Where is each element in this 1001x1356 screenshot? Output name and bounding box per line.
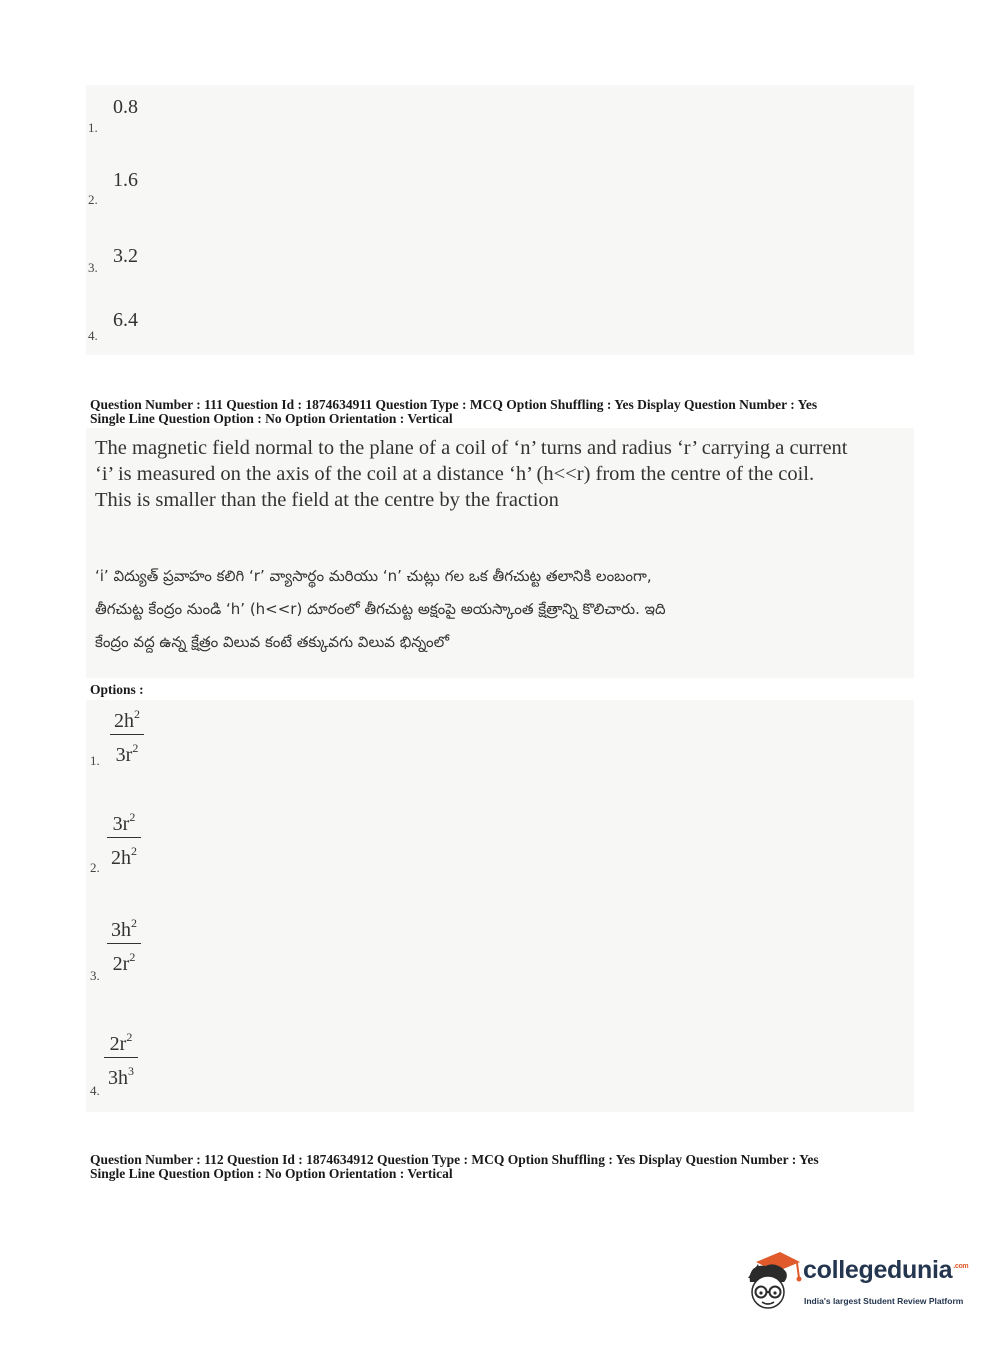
collegedunia-logo[interactable] (742, 1248, 972, 1318)
option-3-fraction (107, 911, 141, 976)
question-text-te-line-3: కేంద్రం వద్ద ఉన్న క్షేత్రం విలువ కంటే తక్కువగు విలువ భిన్నంలో (95, 633, 450, 651)
option-1-fraction (110, 702, 144, 767)
option-4-number: 4. (90, 1083, 100, 1098)
option-value: 1.6 (113, 169, 138, 191)
option-number: 3. (88, 260, 98, 275)
option-value: 0.8 (113, 96, 138, 118)
student-mascot-icon (742, 1248, 804, 1318)
option-value: 3.2 (113, 245, 138, 267)
fraction-denominator: $3r^2$ (115, 741, 139, 766)
question-text-te-line-2: తీగచుట్ట కేంద్రం నుండి ‘h’ (h<<r) దూరంలో తీగచుట్ట అక్షంపై అయస్కాంత క్షేత్రాన్ని కొలిచారు. ఇది (95, 600, 666, 618)
fraction-numerator: $2r^2$ (109, 1030, 133, 1055)
option-number: 1. (88, 120, 98, 135)
fraction-numerator: $3r^2$ (112, 810, 136, 835)
option-number: 2. (88, 192, 98, 207)
options-panel (86, 700, 914, 1112)
question-111-meta-line-2: Single Line Question Option : No Option Orientation : Vertical (90, 411, 453, 426)
question-text-te-line-1: ‘i’ విద్యుత్ ప్రవాహం కలిగి ‘r’ వ్యాసార్థం మరియు ‘n’ చుట్లు గల ఒక తీగచుట్ట తలానికి లంబంగా, (95, 567, 652, 585)
fraction-bar (107, 943, 141, 944)
question-112-meta-line-1: Question Number : 112 Question Id : 1874634912 Question Type : MCQ Option Shuffling : Yes Display Question Number : Yes (90, 1152, 819, 1167)
question-text-en-line-1: The magnetic field normal to the plane of a coil of ‘n’ turns and radius ‘r’ carrying a current (95, 437, 848, 459)
fraction-denominator: $3h^3$ (108, 1064, 134, 1089)
options-label: Options : (90, 682, 144, 697)
option-2-number: 2. (90, 860, 100, 875)
option-2-fraction (107, 805, 141, 870)
option-1-number: 1. (90, 753, 100, 768)
fraction-numerator: $2h^2$ (114, 707, 140, 732)
question-111-meta-line-1: Question Number : 111 Question Id : 1874634911 Question Type : MCQ Option Shuffling : Yes Display Question Number : Yes (90, 397, 818, 412)
logo-tagline: India's largest Student Review Platform (804, 1296, 964, 1306)
option-number: 4. (88, 328, 98, 343)
fraction-denominator: $2r^2$ (112, 950, 136, 975)
question-text-en-line-2: ‘i’ is measured on the axis of the coil at a distance ‘h’ (h<<r) from the centre of the coil. (95, 463, 815, 485)
logo-wordmark: collegedunia$^{.com}$ (803, 1256, 969, 1284)
question-text-en-line-3: This is smaller than the field at the centre by the fraction (95, 489, 559, 511)
fraction-bar (107, 837, 141, 838)
logo-domain-suffix: .com (953, 1263, 969, 1270)
option-3-number: 3. (90, 968, 100, 983)
option-4-fraction (104, 1025, 138, 1090)
question-112-meta-line-2: Single Line Question Option : No Option Orientation : Vertical (90, 1166, 453, 1181)
fraction-numerator: $3h^2$ (111, 916, 137, 941)
fraction-bar (110, 734, 144, 735)
fraction-denominator: $2h^2$ (111, 844, 137, 869)
option-value: 6.4 (113, 309, 138, 331)
prev-options-panel (86, 85, 914, 355)
fraction-bar (104, 1057, 138, 1058)
